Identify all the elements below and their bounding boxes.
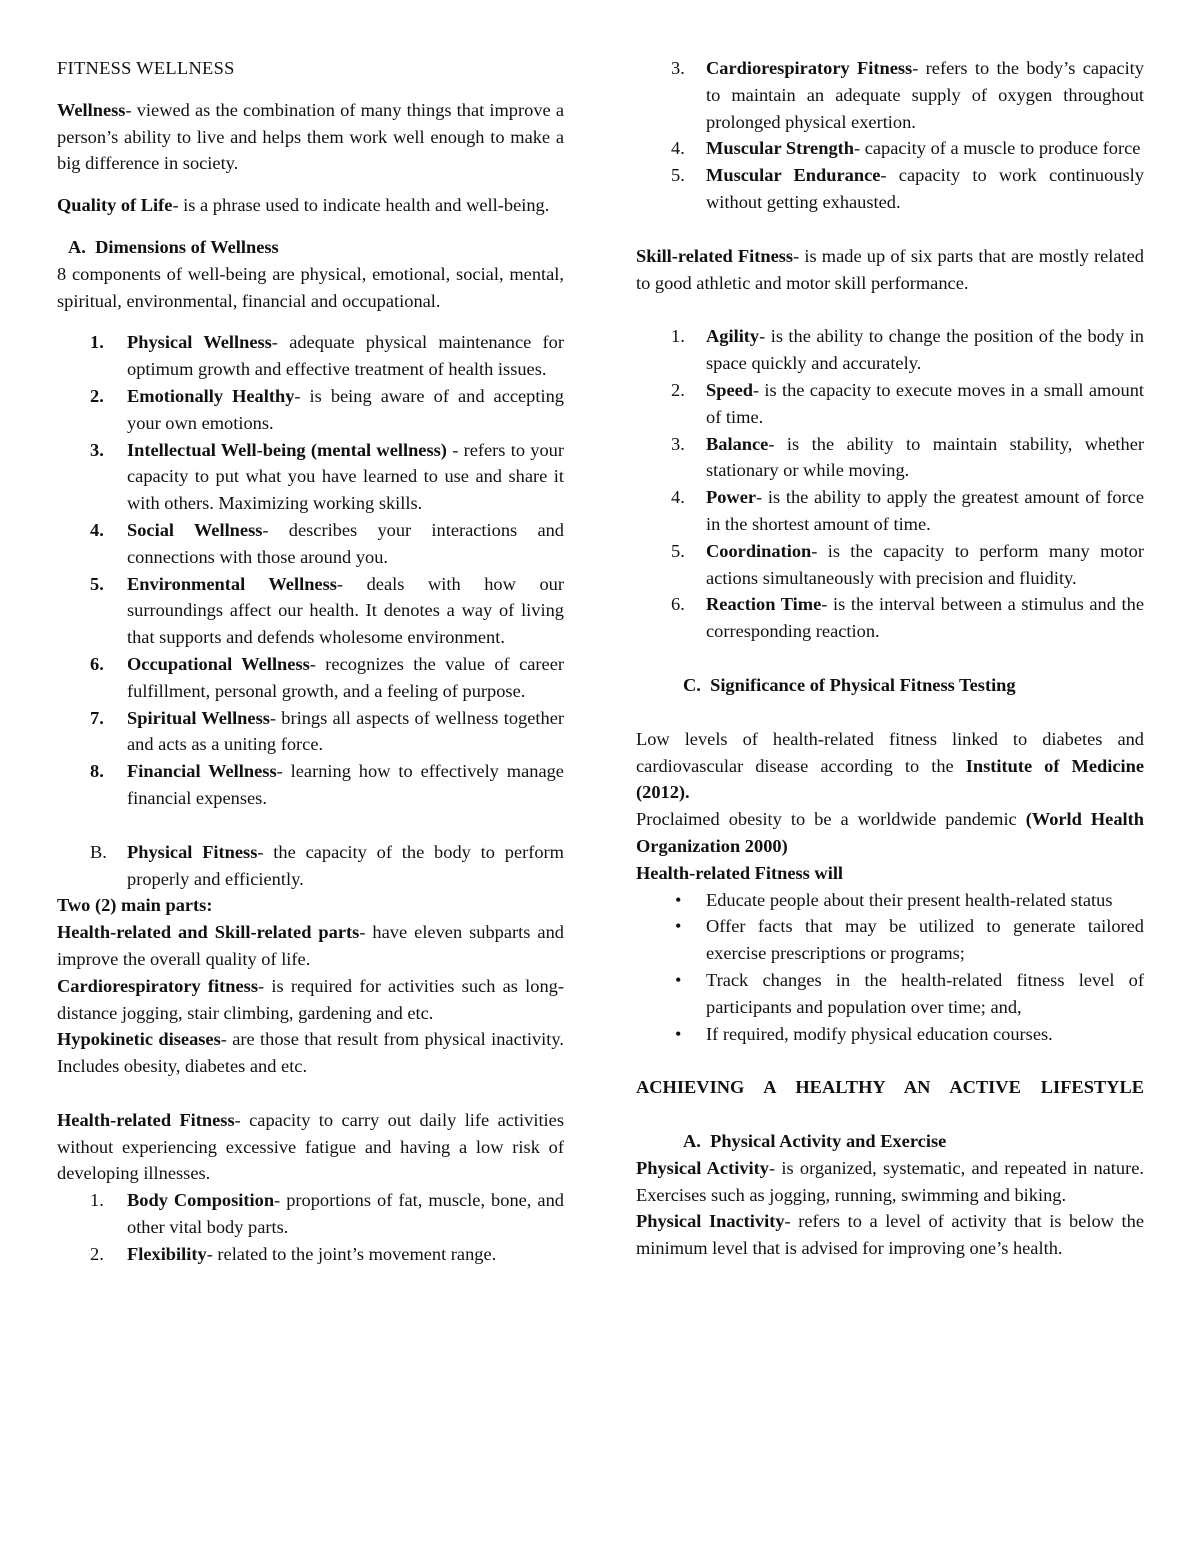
list-number: 2. <box>90 385 104 406</box>
obesity-text: Proclaimed obesity to be a worldwide pandemic <box>636 809 1026 830</box>
list-number: 1. <box>90 332 104 353</box>
dimension-text: - brings all aspects of wellness together and acts as a uniting force. <box>127 707 564 755</box>
hypokinetic-definition <box>57 1026 564 1080</box>
dimension-term: Financial Wellness <box>127 761 277 782</box>
bullet-item <box>636 967 1144 1021</box>
skill-component-item <box>636 323 1144 377</box>
section-c-letter: C. <box>683 674 701 695</box>
bullet-text: Track changes in the health-related fitness level of participants and population over time; and, <box>706 969 1144 1017</box>
list-number: 1. <box>671 326 685 347</box>
dimension-item <box>57 383 564 437</box>
dimension-term: Spiritual Wellness <box>127 707 270 728</box>
component-term: Cardiorespiratory Fitness <box>706 58 913 78</box>
list-number: 7. <box>90 707 104 728</box>
achieving-heading-text: ACHIEVING A HEALTHY AN ACTIVE LIFESTYLE <box>636 1077 1144 1098</box>
list-number: 4. <box>671 138 685 159</box>
physical-activity-text: - is organized, systematic, and repeated in nature. Exercises such as jogging, running, swimming and biking. <box>636 1157 1144 1205</box>
health-components-list <box>57 1187 564 1267</box>
physical-activity-term: Physical Activity <box>636 1157 769 1178</box>
component-text: - is the ability to change the position of the body in space quickly and accurately. <box>706 326 1144 374</box>
list-number: 2. <box>671 379 685 400</box>
section-a2-title: Physical Activity and Exercise <box>710 1131 947 1152</box>
section-c-heading <box>636 672 1144 699</box>
health-component-item <box>57 1241 564 1268</box>
physical-activity-definition <box>636 1155 1144 1209</box>
skill-component-item <box>636 538 1144 592</box>
health-related-fitness-term: Health-related Fitness <box>57 1109 235 1130</box>
component-text: - is the ability to apply the greatest amount of force in the shortest amount of time. <box>706 487 1144 534</box>
component-text: - is the capacity to perform many motor actions simultaneously with precision and fluidity. <box>706 540 1144 588</box>
dimension-text: - adequate physical maintenance for optimum growth and effective treatment of health issues. <box>127 332 564 380</box>
list-number: 6. <box>90 653 104 674</box>
skill-related-fitness-text: - is made up of six parts that are mostly related to good athletic and motor skill performance. <box>636 245 1144 293</box>
achieving-heading <box>636 1074 1144 1101</box>
health-skill-parts-definition <box>57 919 564 973</box>
physical-fitness-term: Physical Fitness <box>127 841 258 862</box>
skill-component-item <box>636 431 1144 485</box>
physical-fitness-text: - the capacity of the body to perform properly and efficiently. <box>127 841 564 889</box>
skill-related-fitness-definition <box>636 243 1144 297</box>
component-term: Balance <box>706 433 769 454</box>
section-a-letter: A. <box>68 236 86 257</box>
physical-inactivity-text: - refers to a level of activity that is below the minimum level that is advised for improving one’s health. <box>636 1211 1144 1259</box>
dimension-item <box>57 517 564 571</box>
component-term: Agility <box>706 326 760 347</box>
cardio-fitness-definition <box>57 973 564 1027</box>
dimension-text: - refers to your capacity to put what you have learned to use and share it with others. Maximizing working skills. <box>127 439 564 514</box>
section-c-title: Significance of Physical Fitness Testing <box>710 674 1016 695</box>
low-levels-paragraph <box>636 726 1144 806</box>
obesity-paragraph <box>636 806 1144 860</box>
components-paragraph: 8 components of well-being are physical, emotional, social, mental, spiritual, environmental, financial and occupational. <box>57 263 564 311</box>
section-a2-heading <box>636 1128 1144 1155</box>
bullet-icon: • <box>675 889 682 910</box>
component-term: Speed <box>706 379 754 400</box>
health-skill-parts-text: - have eleven subparts and improve the overall quality of life. <box>57 922 564 969</box>
low-levels-text: Low levels of health-related fitness linked to diabetes and cardiovascular disease according to the <box>636 728 1144 776</box>
will-heading-text: Health-related Fitness will <box>636 862 844 883</box>
health-component-item <box>57 1187 564 1241</box>
dimensions-list <box>57 329 564 811</box>
list-number: 6. <box>671 594 685 615</box>
section-a-heading <box>57 234 564 261</box>
quality-of-life-text: - is a phrase used to indicate health and well-being. <box>172 195 550 216</box>
component-term: Coordination <box>706 540 812 561</box>
component-text: - is the interval between a stimulus and the corresponding reaction. <box>706 594 1144 642</box>
physical-inactivity-definition <box>636 1208 1144 1262</box>
skill-components-list <box>636 323 1144 645</box>
component-term: Flexibility <box>127 1243 207 1264</box>
physical-inactivity-term: Physical Inactivity <box>636 1211 785 1232</box>
section-a2-letter: A. <box>683 1131 701 1152</box>
list-number: 5. <box>671 540 685 561</box>
two-parts-text: Two (2) main parts: <box>57 895 213 916</box>
bullet-text: If required, modify physical education courses. <box>706 1023 1053 1044</box>
list-number: 8. <box>90 761 104 782</box>
fitness-bullet-list <box>636 887 1144 1048</box>
dimension-item <box>57 571 564 651</box>
dimension-text: - recognizes the value of career fulfillment, personal growth, and a feeling of purpose. <box>127 653 564 701</box>
bullet-icon: • <box>675 969 682 990</box>
dimension-item <box>57 705 564 759</box>
health-components-list-continued <box>636 55 1144 216</box>
component-text: - refers to the body’s capacity to maintain an adequate supply of oxygen throughout prolonged physical exertion. <box>706 58 1144 132</box>
bullet-item <box>636 1021 1144 1048</box>
skill-component-item <box>636 377 1144 431</box>
component-term: Reaction Time <box>706 594 822 615</box>
bullet-item <box>636 887 1144 914</box>
component-term: Body Composition <box>127 1190 275 1211</box>
quality-of-life-definition <box>57 192 564 219</box>
section-b-heading <box>57 839 564 893</box>
dimension-term: Emotionally Healthy <box>127 385 295 406</box>
hypokinetic-term: Hypokinetic diseases <box>57 1029 221 1050</box>
obesity-source: (World Health Organization 2000) <box>636 809 1145 856</box>
cardio-fitness-text: - is required for activities such as long-distance jogging, stair climbing, gardening and etc. <box>57 975 564 1023</box>
component-text: - is the capacity to execute moves in a small amount of time. <box>706 379 1144 427</box>
list-number: 3. <box>90 439 104 460</box>
dimension-text: - is being aware of and accepting your own emotions. <box>127 385 564 433</box>
dimension-term: Intellectual Well-being (mental wellness) <box>127 439 447 460</box>
dimension-text: - learning how to effectively manage financial expenses. <box>127 761 564 808</box>
health-component-item <box>636 135 1144 162</box>
will-heading <box>636 860 1144 887</box>
bullet-icon: • <box>675 916 682 937</box>
list-number: 4. <box>90 519 104 540</box>
list-number: 2. <box>90 1243 104 1264</box>
health-related-fitness-text: - capacity to carry out daily life activities without experiencing excessive fatigue and having a low risk of developing illnesses. <box>57 1109 564 1184</box>
health-skill-parts-term: Health-related and Skill-related parts <box>57 922 360 943</box>
hypokinetic-text: - are those that result from physical inactivity. Includes obesity, diabetes and etc. <box>57 1029 564 1077</box>
bullet-text: Educate people about their present health-related status <box>706 889 1113 910</box>
dimension-term: Social Wellness <box>127 519 263 540</box>
wellness-text: - viewed as the combination of many things that improve a person’s ability to live and helps them work well enough to make a big difference in society. <box>57 99 564 174</box>
skill-related-fitness-term: Skill-related Fitness <box>636 245 794 266</box>
dimension-term: Occupational Wellness <box>127 653 310 674</box>
quality-of-life-term: Quality of Life <box>57 195 173 216</box>
low-levels-source: Institute of Medicine (2012). <box>636 755 1144 803</box>
component-text: - related to the joint’s movement range. <box>206 1243 497 1264</box>
dimension-item <box>57 758 564 812</box>
two-parts-label <box>57 892 564 919</box>
component-text: - proportions of fat, muscle, bone, and other vital body parts. <box>127 1190 564 1238</box>
list-number: 3. <box>671 58 685 78</box>
component-term: Power <box>706 487 757 508</box>
dimension-text: - describes your interactions and connections with those around you. <box>127 519 565 567</box>
component-term: Muscular Strength <box>706 138 854 159</box>
list-number: 1. <box>90 1190 104 1211</box>
health-related-fitness-definition <box>57 1107 564 1187</box>
bullet-icon: • <box>675 1023 682 1044</box>
wellness-definition <box>57 97 564 177</box>
dimension-term: Environmental Wellness <box>127 573 337 594</box>
skill-component-item <box>636 484 1144 538</box>
bullet-item <box>636 913 1144 967</box>
skill-component-item <box>636 591 1144 645</box>
document-title: FITNESS WELLNESS <box>57 58 235 78</box>
health-component-item <box>636 162 1144 216</box>
section-b-letter: B. <box>90 841 107 862</box>
component-text: - capacity to work continuously without getting exhausted. <box>706 165 1144 212</box>
dimension-text: - deals with how our surroundings affect our health. It denotes a way of living that supports and defends wholesome environment. <box>127 573 565 648</box>
bullet-text: Offer facts that may be utilized to generate tailored exercise prescriptions or programs; <box>706 916 1144 964</box>
component-text: - is the ability to maintain stability, whether stationary or while moving. <box>706 433 1144 481</box>
section-a-title: Dimensions of Wellness <box>95 236 279 257</box>
list-number: 5. <box>671 165 685 186</box>
dimension-item <box>57 651 564 705</box>
dimension-item <box>57 437 564 517</box>
list-number: 3. <box>671 433 685 454</box>
component-term: Muscular Endurance <box>706 165 881 186</box>
wellness-term: Wellness <box>57 99 126 120</box>
dimension-item <box>57 329 564 383</box>
right-column <box>636 55 1144 1262</box>
dimension-term: Physical Wellness <box>127 332 272 353</box>
list-number: 5. <box>90 573 104 594</box>
component-text: - capacity of a muscle to produce force <box>854 138 1141 159</box>
list-number: 4. <box>671 487 685 508</box>
cardio-fitness-term: Cardiorespiratory fitness <box>57 975 258 996</box>
health-component-item <box>636 55 1144 135</box>
left-column <box>57 55 564 1268</box>
